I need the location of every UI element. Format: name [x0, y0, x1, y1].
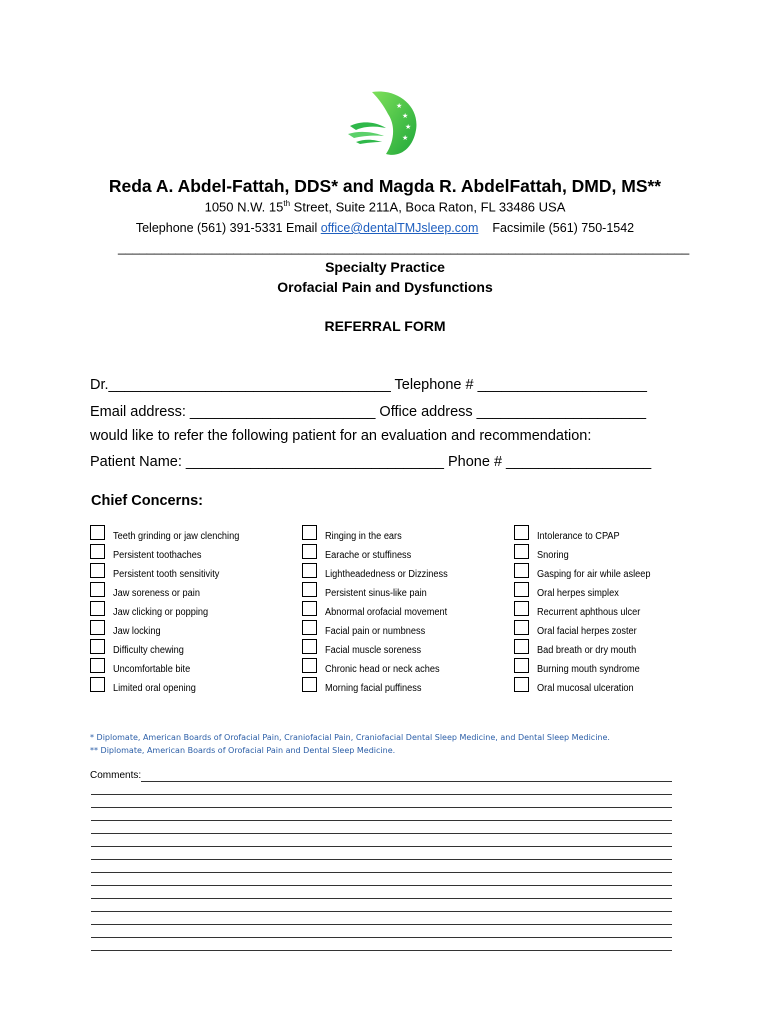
form-title: REFERRAL FORM: [324, 318, 446, 334]
chief-concerns-heading: Chief Concerns:: [91, 493, 203, 509]
specialty-subheading: Orofacial Pain and Dysfunctions: [277, 279, 493, 295]
svg-text:★: ★: [405, 124, 412, 131]
concern-label: Facial muscle soreness: [325, 645, 422, 656]
comments-label: Comments:: [90, 770, 142, 781]
concern-label: Intolerance to CPAP: [537, 531, 620, 542]
concern-checkbox[interactable]: [90, 544, 105, 559]
concern-checkbox[interactable]: [514, 563, 529, 578]
concern-checkbox[interactable]: [90, 601, 105, 616]
comment-line[interactable]: [91, 872, 672, 873]
concern-checkbox[interactable]: [514, 677, 529, 692]
concern-checkbox[interactable]: [514, 658, 529, 673]
concern-label: Jaw soreness or pain: [113, 588, 200, 599]
concern-checkbox[interactable]: [302, 582, 317, 597]
comment-line[interactable]: [91, 898, 672, 899]
concern-label: Oral herpes simplex: [537, 588, 619, 599]
concern-label: Jaw locking: [113, 626, 161, 637]
doctor-telephone-field[interactable]: Dr.___________________________________ Telephone # _____________________: [90, 377, 647, 393]
comment-line[interactable]: [91, 820, 672, 821]
specialty-heading: Specialty Practice: [325, 259, 445, 275]
concern-label: Gasping for air while asleep: [537, 569, 651, 580]
footnote-2: ** Diplomate, American Boards of Orofacial Pain and Dental Sleep Medicine.: [90, 746, 396, 755]
concern-label: Lightheadedness or Dizziness: [325, 569, 448, 580]
svg-text:★: ★: [402, 135, 409, 142]
practice-address: [0, 199, 770, 214]
concern-label: Difficulty chewing: [113, 645, 184, 656]
svg-text:★: ★: [402, 113, 409, 120]
footnote-1: * Diplomate, American Boards of Orofacial Pain, Craniofacial Pain, Craniofacial Dental Sleep Medicine, and Dental Sleep Medicine.: [90, 733, 610, 742]
concern-checkbox[interactable]: [90, 525, 105, 540]
concern-checkbox[interactable]: [90, 658, 105, 673]
practice-title: Reda A. Abdel-Fattah, DDS* and Magda R. AbdelFattah, DMD, MS**: [108, 176, 662, 196]
concern-label: Recurrent aphthous ulcer: [537, 607, 641, 618]
concern-checkbox[interactable]: [90, 563, 105, 578]
concern-checkbox[interactable]: [514, 582, 529, 597]
concern-label: Oral mucosal ulceration: [537, 683, 634, 694]
concern-checkbox[interactable]: [302, 525, 317, 540]
comment-line[interactable]: [91, 924, 672, 925]
comment-line[interactable]: [91, 833, 672, 834]
email-office-field[interactable]: Email address: _______________________ Office address _____________________: [90, 404, 647, 420]
concern-checkbox[interactable]: [302, 677, 317, 692]
concern-label: Persistent tooth sensitivity: [113, 569, 220, 580]
referral-statement: would like to refer the following patient for an evaluation and recommendation:: [90, 428, 592, 444]
concern-checkbox[interactable]: [90, 639, 105, 654]
concern-checkbox[interactable]: [302, 620, 317, 635]
concern-label: Ringing in the ears: [325, 531, 402, 542]
concern-label: Snoring: [537, 550, 569, 561]
concern-checkbox[interactable]: [302, 639, 317, 654]
concern-checkbox[interactable]: [90, 677, 105, 692]
header-rule: _______________________________________________________________________________: [118, 240, 690, 255]
concern-label: Oral facial herpes zoster: [537, 626, 637, 637]
telephone-text: Telephone (561) 391-5331 Email: [135, 221, 321, 235]
concern-checkbox[interactable]: [90, 620, 105, 635]
leaf-logo-icon: [342, 86, 422, 160]
comment-line[interactable]: [91, 937, 672, 938]
comment-line[interactable]: [91, 794, 672, 795]
address-part: 1050 N.W. 15: [204, 199, 284, 215]
concern-label: Persistent toothaches: [113, 550, 202, 561]
concern-label: Facial pain or numbness: [325, 626, 426, 637]
comment-line[interactable]: [91, 859, 672, 860]
concern-checkbox[interactable]: [514, 620, 529, 635]
concern-checkbox[interactable]: [302, 563, 317, 578]
patient-phone-field[interactable]: Patient Name: ________________________________ Phone # __________________: [90, 454, 652, 470]
concern-label: Earache or stuffiness: [325, 550, 412, 561]
comment-line[interactable]: [141, 781, 672, 782]
concern-checkbox[interactable]: [514, 639, 529, 654]
comment-line[interactable]: [91, 846, 672, 847]
concern-label: Morning facial puffiness: [325, 683, 422, 694]
concern-checkbox[interactable]: [302, 544, 317, 559]
concern-label: Chronic head or neck aches: [325, 664, 440, 675]
concern-checkbox[interactable]: [90, 582, 105, 597]
concern-label: Jaw clicking or popping: [113, 607, 209, 618]
concern-label: Teeth grinding or jaw clenching: [113, 531, 240, 542]
facsimile-text: Facsimile (561) 750-1542: [492, 221, 635, 235]
email-link[interactable]: office@dentalTMJsleep.com: [320, 221, 479, 235]
concern-label: Bad breath or dry mouth: [537, 645, 637, 656]
concern-checkbox[interactable]: [514, 525, 529, 540]
contact-line: [0, 221, 770, 235]
svg-text:★: ★: [396, 103, 403, 110]
concern-checkbox[interactable]: [514, 544, 529, 559]
concern-label: Abnormal orofacial movement: [325, 607, 448, 618]
concern-checkbox[interactable]: [302, 601, 317, 616]
address-sup: th: [283, 199, 291, 208]
concern-label: Uncomfortable bite: [113, 664, 191, 675]
address-part: Street, Suite 211A, Boca Raton, FL 33486 USA: [290, 199, 566, 215]
comment-line[interactable]: [91, 885, 672, 886]
concern-label: Burning mouth syndrome: [537, 664, 640, 675]
comment-line[interactable]: [91, 950, 672, 951]
concern-checkbox[interactable]: [514, 601, 529, 616]
comment-line[interactable]: [91, 911, 672, 912]
concern-checkbox[interactable]: [302, 658, 317, 673]
comment-line[interactable]: [91, 807, 672, 808]
concern-label: Limited oral opening: [113, 683, 196, 694]
concern-label: Persistent sinus-like pain: [325, 588, 427, 599]
